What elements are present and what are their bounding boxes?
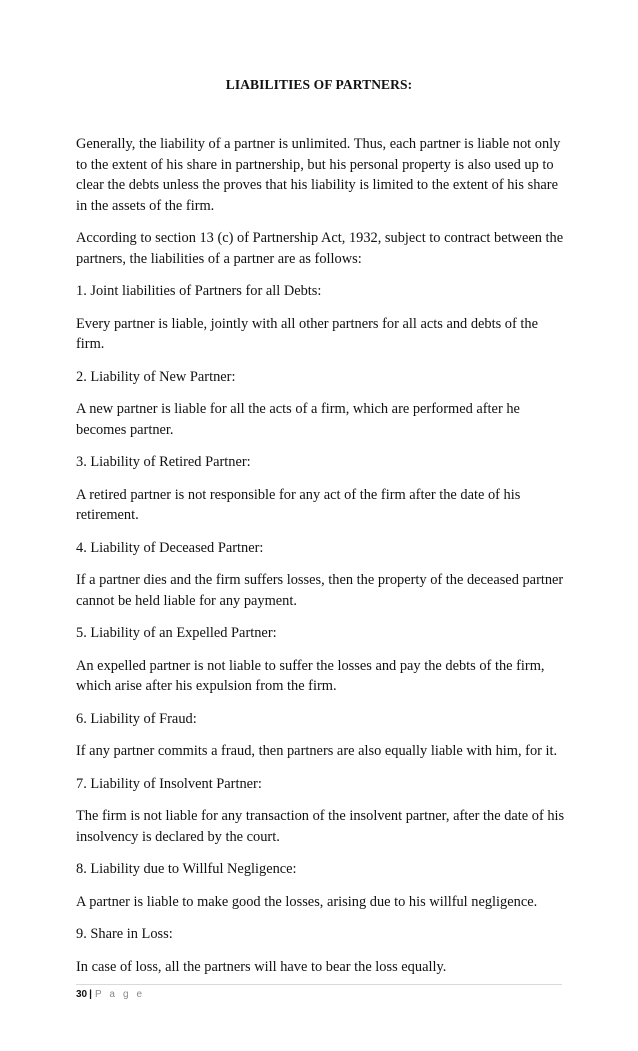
list-heading: 8. Liability due to Willful Negligence:	[76, 861, 297, 877]
list-heading: 7. Liability of Insolvent Partner:	[76, 775, 262, 792]
paragraph: A new partner is liable for all the acts of a firm, which are performed after he becomes partner.	[76, 401, 520, 438]
list-heading: 9. Share in Loss:	[76, 926, 173, 942]
page-title: LIABILITIES OF PARTNERS:	[225, 77, 413, 92]
paragraph: In case of loss, all the partners will have to bear the loss equally.	[76, 958, 447, 975]
paragraph: A retired partner is not responsible for any act of the firm after the date of his retirement.	[76, 486, 521, 523]
page-label: P a g e	[94, 989, 145, 1000]
paragraph: The firm is not liable for any transaction of the insolvent partner, after the date of his insolvency is declared by the court.	[76, 808, 565, 845]
footer-separator: |	[89, 989, 92, 1000]
page-number: 30	[76, 989, 88, 1000]
paragraph: An expelled partner is not liable to suffer the losses and pay the debts of the firm, which arise after his expulsion from the firm.	[76, 657, 545, 694]
paragraph: If a partner dies and the firm suffers losses, then the property of the deceased partner cannot be held liable for any payment.	[76, 572, 564, 609]
page-footer	[76, 989, 145, 1000]
list-heading: 2. Liability of New Partner:	[76, 368, 236, 385]
document-body	[76, 134, 568, 989]
paragraph: A partner is liable to make good the losses, arising due to his willful negligence.	[76, 893, 538, 910]
list-heading: 6. Liability of Fraud:	[76, 710, 197, 727]
paragraph: If any partner commits a fraud, then partners are also equally liable with him, for it.	[76, 743, 558, 759]
paragraph: According to section 13 (c) of Partnership Act, 1932, subject to contract between the partners, the liabilities of a partner are as follows:	[76, 230, 564, 267]
list-heading: 1. Joint liabilities of Partners for all Debts:	[76, 283, 322, 299]
list-heading: 5. Liability of an Expelled Partner:	[76, 625, 277, 641]
footer-divider	[76, 984, 562, 985]
list-heading: 3. Liability of Retired Partner:	[76, 454, 251, 470]
paragraph: Every partner is liable, jointly with all other partners for all acts and debts of the firm.	[76, 315, 538, 352]
list-heading: 4. Liability of Deceased Partner:	[76, 539, 264, 556]
paragraph: Generally, the liability of a partner is unlimited. Thus, each partner is liable not only to the extent of his share in partnership, but his personal property is also used up to clear the debts unless the proves that his liability is limited to the extent of his share in the assets of the firm.	[76, 136, 561, 214]
